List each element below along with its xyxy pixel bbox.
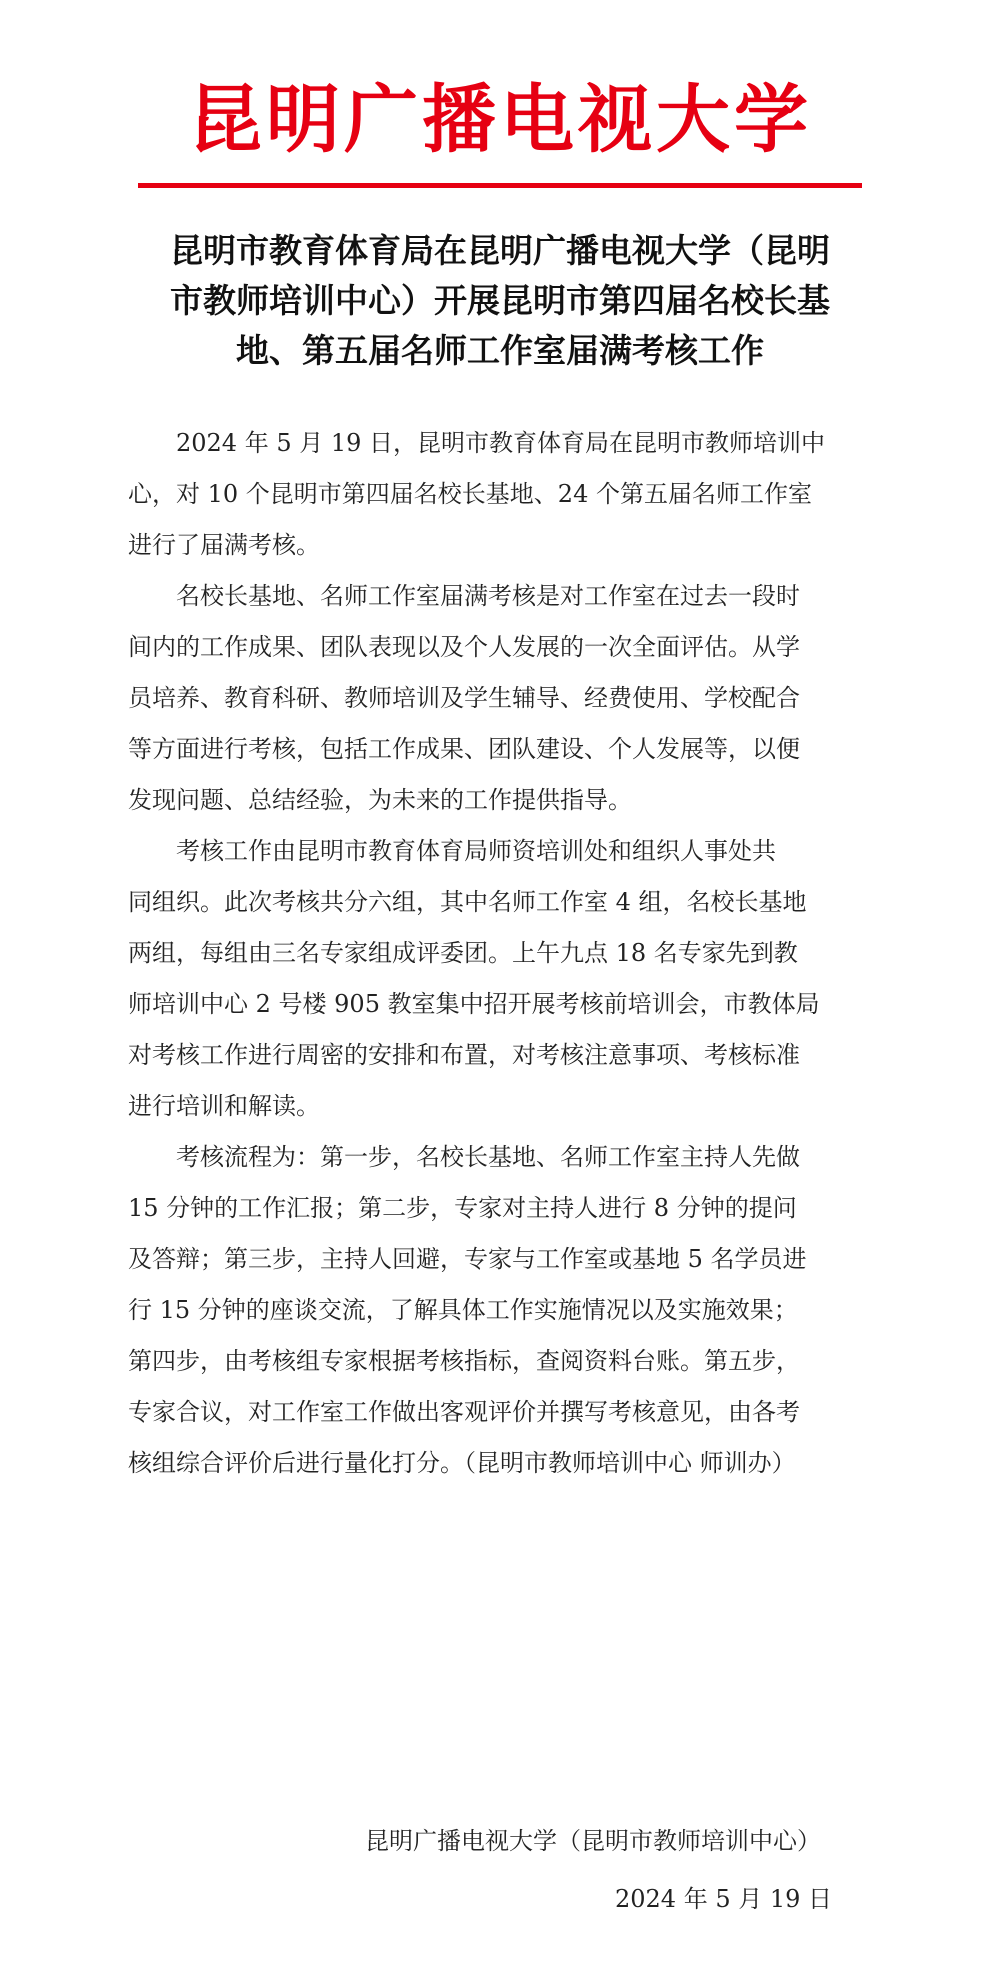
paragraph-line: 第四步，由考核组专家根据考核指标，查阅资料台账。第五步， [128,1347,800,1375]
paragraph-line: 师培训中心 2 号楼 905 教室集中招开展考核前培训会，市教体局 [128,990,820,1018]
paragraph-4 [128,1132,872,1489]
paragraph-line: 核组综合评价后进行量化打分。（昆明市教师培训中心 师训办） [128,1449,796,1477]
paragraph-1 [128,418,872,571]
signature-block [365,1812,875,1928]
paragraph-3 [128,826,872,1132]
paragraph-line: 发现问题、总结经验，为未来的工作提供指导。 [128,786,632,814]
paragraph-line: 考核工作由昆明市教育体育局师资培训处和组织人事处共 [176,837,776,865]
signature-organization: 昆明广播电视大学（昆明市教师培训中心） [365,1827,821,1855]
headline-line: 地、第五届名师工作室届满考核工作 [236,331,764,370]
headline-line: 市教师培训中心）开展昆明市第四届名校长基 [170,281,830,320]
paragraph-line: 行 15 分钟的座谈交流，了解具体工作实施情况以及实施效果； [128,1296,798,1324]
masthead-title: 昆明广播电视大学 [188,77,812,163]
paragraph-line: 对考核工作进行周密的安排和布置，对考核注意事项、考核标准 [128,1041,800,1069]
paragraph-line: 及答辩；第三步，主持人回避，专家与工作室或基地 5 名学员进 [128,1245,807,1273]
paragraph-line: 心，对 10 个昆明市第四届名校长基地、24 个第五届名师工作室 [128,480,812,508]
paragraph-line: 员培养、教育科研、教师培训及学生辅导、经费使用、学校配合 [128,684,800,712]
paragraph-line: 15 分钟的工作汇报；第二步，专家对主持人进行 8 分钟的提问 [128,1194,797,1222]
document-headline [128,226,872,376]
headline-line: 昆明市教育体育局在昆明广播电视大学（昆明 [170,231,830,270]
paragraph-line: 等方面进行考核，包括工作成果、团队建设、个人发展等，以便 [128,735,800,763]
paragraph-line: 进行了届满考核。 [128,531,320,559]
signature-date: 2024 年 5 月 19 日 [615,1885,833,1913]
paragraph-line: 2024 年 5 月 19 日，昆明市教育体育局在昆明市教师培训中 [176,429,826,457]
paragraph-line: 专家合议，对工作室工作做出客观评价并撰写考核意见，由各考 [128,1398,800,1426]
paragraph-line: 同组织。此次考核共分六组，其中名师工作室 4 组，名校长基地 [128,888,807,916]
masthead-divider [138,183,862,188]
paragraph-line: 考核流程为：第一步，名校长基地、名师工作室主持人先做 [176,1143,800,1171]
paragraph-line: 进行培训和解读。 [128,1092,320,1120]
paragraph-line: 名校长基地、名师工作室届满考核是对工作室在过去一段时 [176,582,800,610]
paragraph-line: 间内的工作成果、团队表现以及个人发展的一次全面评估。从学 [128,633,800,661]
paragraph-2 [128,571,872,826]
paragraph-line: 两组，每组由三名专家组成评委团。上午九点 18 名专家先到教 [128,939,798,967]
document-body [128,418,872,1489]
